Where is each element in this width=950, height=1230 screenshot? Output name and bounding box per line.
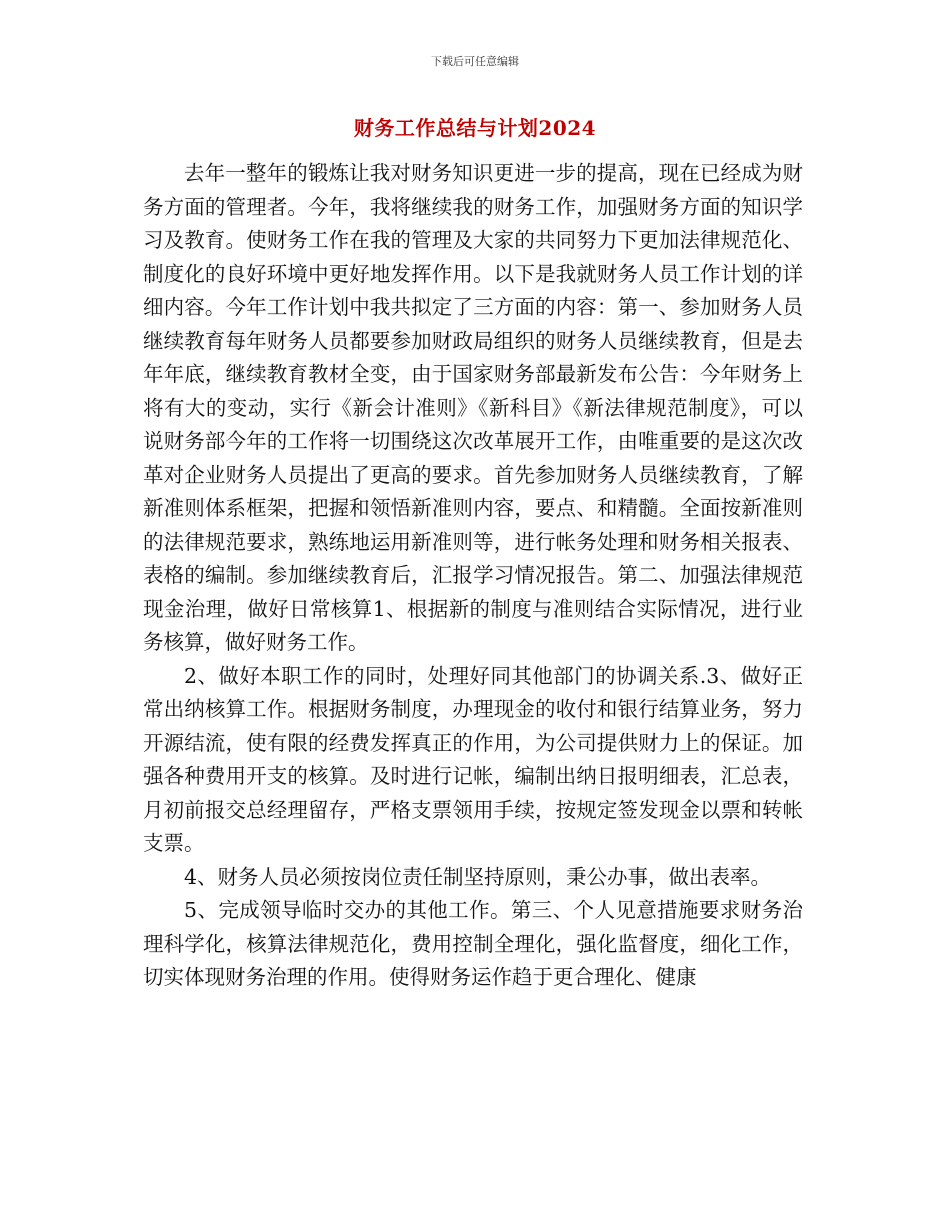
- paragraph-3: 4、财务人员必须按岗位责任制坚持原则，秉公办事，做出表率。: [184, 864, 772, 889]
- paragraph-4: 5、完成领导临时交办的其他工作。第三、个人见意措施要求财务治理科学化，核算法律规范化，费用控制全理化，强化监督度，细化工作，切实体现财务治理的作用。使得财务运作趋于更合理化、健康: [143, 898, 803, 989]
- document-body: [143, 157, 803, 995]
- paragraph-1: 去年一整年的锻炼让我对财务知识更进一步的提高，现在已经成为财务方面的管理者。今年，我将继续我的财务工作，加强财务方面的知识学习及教育。使财务工作在我的管理及大家的共同努力下更加法律规范化、制度化的良好环境中更好地发挥作用。以下是我就财务人员工作计划的详细内容。今年工作计划中我共拟定了三方面的内容：第一、参加财务人员继续教育每年财务人员都要参加财政局组织的财务人员继续教育，但是去年年底，继续教育教材全变，由于国家财务部最新发布公告：今年财务上将有大的变动，实行《新会计准则》《新科目》《新法律规范制度》，可以说财务部今年的工作将一切围绕这次改革展开工作，由唯重要的是这次改革对企业财务人员提出了更高的要求。首先参加财务人员继续教育，了解新准则体系框架，把握和领悟新准则内容，要点、和精髓。全面按新准则的法律规范要求，熟练地运用新准则等，进行帐务处理和财务相关报表、表格的编制。参加继续教育后，汇报学习情况报告。第二、加强法律规范现金治理，做好日常核算1、根据新的制度与准则结合实际情况，进行业务核算，做好财务工作。: [143, 161, 803, 654]
- document-title: 财务工作总结与计划2024: [353, 116, 597, 140]
- paragraph-2: 2、做好本职工作的同时，处理好同其他部门的协调关系.3、做好正常出纳核算工作。根据财务制度，办理现金的收付和银行结算业务，努力开源结流，使有限的经费发挥真正的作用，为公司提供财力上的保证。加强各种费用开支的核算。及时进行记帐，编制出纳日报明细表，汇总表，月初前报交总经理留存，严格支票领用手续，按规定签发现金以票和转帐支票。: [143, 663, 803, 855]
- page-header-note: 下载后可任意编辑: [431, 55, 519, 68]
